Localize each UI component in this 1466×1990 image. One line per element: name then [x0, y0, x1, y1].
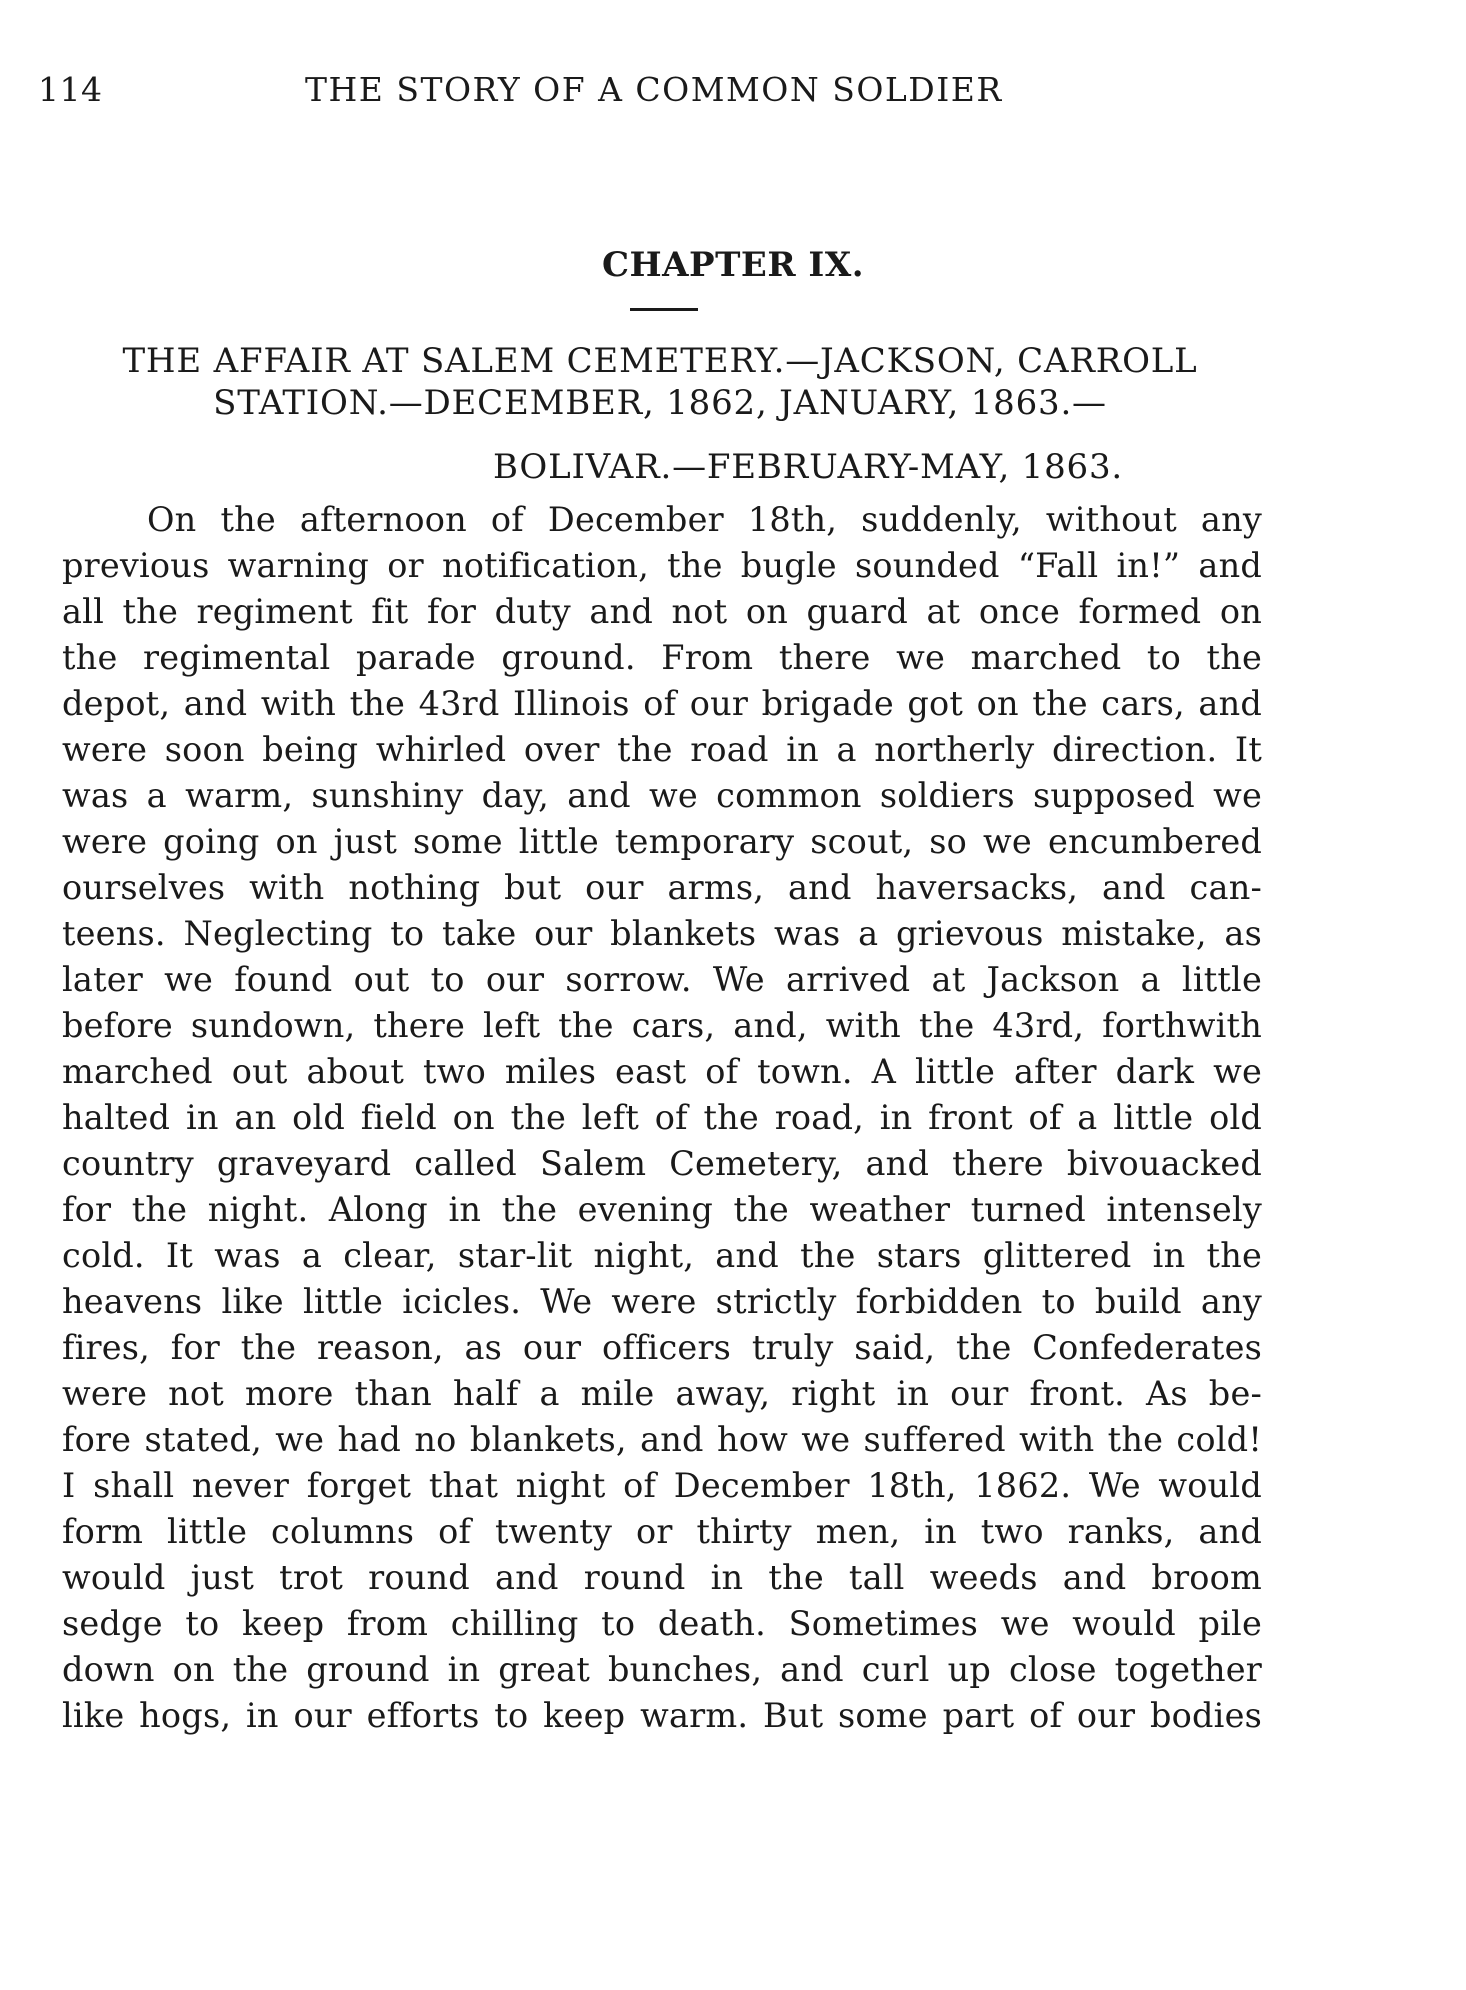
body-line: ourselves with nothing but our arms, and haversacks, and can- [62, 868, 1262, 907]
body-line: were not more than half a mile away, right in our front. As be- [62, 1374, 1262, 1413]
chapter-subtitle [60, 340, 1260, 424]
body-line: heavens like little icicles. We were strictly forbidden to build any [62, 1282, 1262, 1321]
page-number: 114 [38, 70, 103, 109]
body-line: teens. Neglecting to take our blankets was a grievous mistake, as [62, 914, 1262, 953]
book-title: THE STORY OF A COMMON SOLDIER [305, 70, 1003, 109]
body-line: was a warm, sunshiny day, and we common soldiers supposed we [62, 776, 1262, 815]
body-line: later we found out to our sorrow. We arrived at Jackson a little [62, 960, 1262, 999]
running-head [0, 70, 1466, 120]
chapter-subtitle-line-1: THE AFFAIR AT SALEM CEMETERY.—JACKSON, CARROLL [122, 341, 1198, 381]
body-line: before sundown, there left the cars, and, with the 43rd, forthwith [62, 1006, 1262, 1045]
body-line: the regimental parade ground. From there we marched to the [62, 638, 1262, 677]
body-line: marched out about two miles east of town. A little after dark we [62, 1052, 1262, 1091]
chapter-heading: CHAPTER IX. [601, 245, 865, 285]
body-line: down on the ground in great bunches, and curl up close together [62, 1650, 1262, 1689]
body-line: fore stated, we had no blankets, and how we suffered with the cold! [62, 1420, 1262, 1459]
body-line: form little columns of twenty or thirty men, in two ranks, and [62, 1512, 1262, 1551]
chapter-subtitle-line-3: BOLIVAR.—FEBRUARY-MAY, 1863. [492, 447, 1124, 487]
body-line: fires, for the reason, as our officers truly said, the Confederates [62, 1328, 1262, 1367]
body-line: cold. It was a clear, star-lit night, and the stars glittered in the [62, 1236, 1262, 1275]
body-line: On the afternoon of December 18th, suddenly, without any [147, 500, 1262, 539]
body-line: halted in an old field on the left of the road, in front of a little old [62, 1098, 1262, 1137]
body-line: all the regiment fit for duty and not on guard at once formed on [62, 592, 1262, 631]
body-line: like hogs, in our efforts to keep warm. But some part of our bodies [62, 1696, 1262, 1735]
body-line: depot, and with the 43rd Illinois of our brigade got on the cars, and [62, 684, 1262, 723]
chapter-subtitle-line-2: STATION.—DECEMBER, 1862, JANUARY, 1863.— [213, 383, 1107, 423]
body-line: were going on just some little temporary scout, so we encumbered [62, 822, 1262, 861]
body-line: previous warning or notification, the bugle sounded “Fall in!” and [62, 546, 1262, 585]
body-line: for the night. Along in the evening the weather turned intensely [62, 1190, 1262, 1229]
body-line: I shall never forget that night of December 18th, 1862. We would [62, 1466, 1262, 1505]
body-line: sedge to keep from chilling to death. Sometimes we would pile [62, 1604, 1262, 1643]
body-line: would just trot round and round in the tall weeds and broom [62, 1558, 1262, 1597]
body-line: were soon being whirled over the road in a northerly direction. It [62, 730, 1262, 769]
body-paragraph [62, 497, 1262, 1739]
chapter-rule [630, 308, 698, 311]
body-line: country graveyard called Salem Cemetery, and there bivouacked [62, 1144, 1262, 1183]
